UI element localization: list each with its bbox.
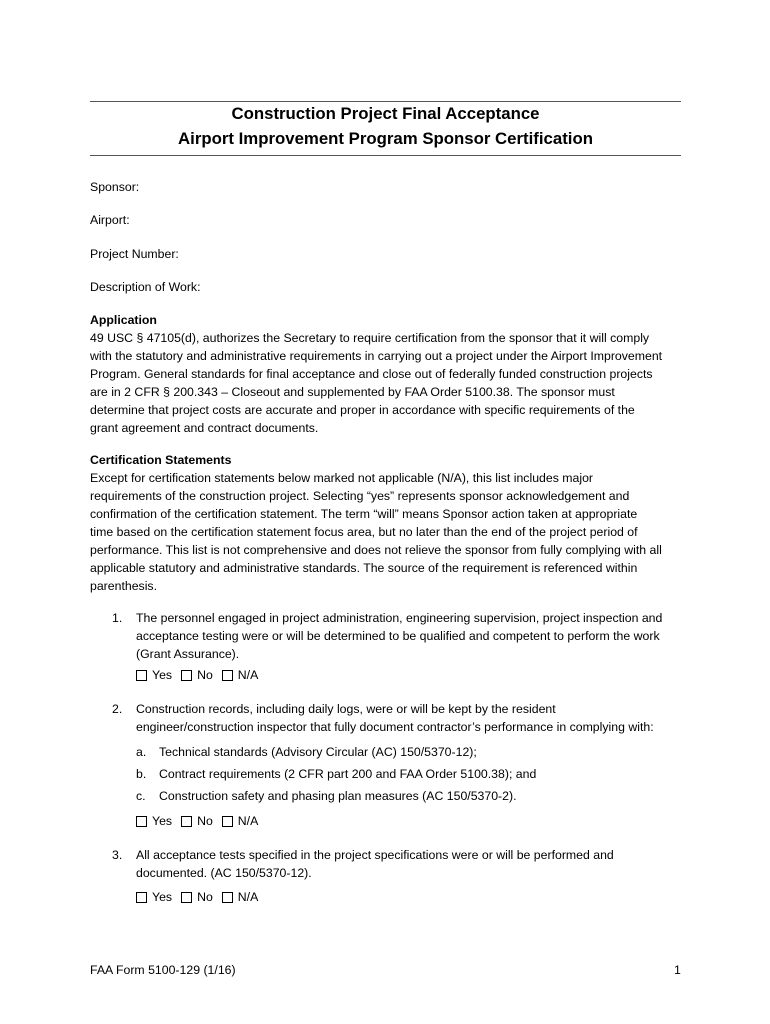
checkbox-icon[interactable] (136, 670, 147, 681)
item-1-text (136, 609, 688, 663)
certification-line: requirements of the construction project. Selecting “yes” represents sponsor acknowledgement and (90, 489, 630, 503)
item-2c-text: Construction safety and phasing plan measures (AC 150/5370-2). (159, 789, 517, 803)
certification-line: confirmation of the certification statement. The term “will” means Sponsor action taken at appropriate (90, 507, 638, 521)
item-line: (Grant Assurance). (136, 647, 240, 661)
certification-line: Except for certification statements below marked not applicable (N/A), this list includes major (90, 471, 594, 485)
item-2a-text: Technical standards (Advisory Circular (AC) 150/5370-12); (159, 745, 477, 759)
item-2-yes-option[interactable] (136, 812, 172, 830)
item-line: Construction records, including daily logs, were or will be kept by the resident (136, 702, 556, 716)
yes-label: Yes (152, 814, 173, 828)
no-label: No (197, 890, 213, 904)
item-1-yes-option[interactable] (136, 666, 172, 684)
item-2a-letter: a. (136, 745, 147, 759)
item-line: acceptance testing were or will be determined to be qualified and competent to perform the work (136, 629, 660, 643)
na-label: N/A (237, 814, 259, 828)
item-1-choices (136, 666, 267, 684)
checkbox-icon[interactable] (136, 892, 147, 903)
certification-line: parenthesis. (90, 579, 157, 593)
na-label: N/A (237, 890, 259, 904)
item-3-number: 3. (112, 848, 123, 862)
checkbox-icon[interactable] (222, 816, 233, 827)
item-2b-text: Contract requirements (2 CFR part 200 and FAA Order 5100.38); and (159, 767, 537, 781)
no-label: No (197, 814, 213, 828)
application-line: are in 2 CFR § 200.343 – Closeout and supplemented by FAA Order 5100.38. The sponsor must (90, 385, 615, 399)
item-2c-letter: c. (136, 789, 146, 803)
item-line: All acceptance tests specified in the project specifications were or will be performed and (136, 848, 614, 862)
checkbox-icon[interactable] (222, 670, 233, 681)
project-number-label: Project Number: (90, 247, 179, 261)
item-2-choices (136, 812, 267, 830)
item-3-yes-option[interactable] (136, 888, 172, 906)
application-line: Program. General standards for final acceptance and close out of federally funded construction projects (90, 367, 653, 381)
certification-heading: Certification Statements (90, 453, 232, 467)
checkbox-icon[interactable] (222, 892, 233, 903)
item-2-number: 2. (112, 702, 123, 716)
application-line: with the statutory and administrative requirements in carrying out a project under the Airport Improvement (90, 349, 663, 363)
airport-label: Airport: (90, 213, 130, 227)
checkbox-icon[interactable] (181, 892, 192, 903)
certification-paragraph (90, 469, 690, 595)
item-line: engineer/construction inspector that fully document contractor’s performance in complying with: (136, 720, 654, 734)
certification-line: performance. This list is not comprehensive and does not relieve the sponsor from fully complying with all (90, 543, 662, 557)
yes-label: Yes (152, 890, 173, 904)
item-1-no-option[interactable] (181, 666, 213, 684)
title-bottom-rule (90, 155, 681, 156)
certification-line: applicable statutory and administrative standards. The source of the requirement is referenced within (90, 561, 638, 575)
checkbox-icon[interactable] (181, 670, 192, 681)
item-3-text (136, 846, 688, 882)
item-2-no-option[interactable] (181, 812, 213, 830)
item-3-na-option[interactable] (222, 888, 259, 906)
yes-label: Yes (152, 668, 173, 682)
page-number: 1 (674, 963, 681, 977)
item-line: The personnel engaged in project administration, engineering supervision, project inspection and (136, 611, 663, 625)
application-line: grant agreement and contract documents. (90, 421, 319, 435)
application-paragraph (90, 329, 690, 437)
item-3-no-option[interactable] (181, 888, 213, 906)
document-title: Construction Project Final Acceptance (231, 104, 540, 123)
application-heading: Application (90, 313, 157, 327)
application-line: determine that project costs are accurate and proper in accordance with specific requirements of the (90, 403, 635, 417)
description-of-work-label: Description of Work: (90, 280, 201, 294)
checkbox-icon[interactable] (181, 816, 192, 827)
item-1-na-option[interactable] (222, 666, 259, 684)
item-1-number: 1. (112, 611, 123, 625)
item-2-na-option[interactable] (222, 812, 259, 830)
item-3-choices (136, 888, 267, 906)
checkbox-icon[interactable] (136, 816, 147, 827)
item-2-text (136, 700, 688, 736)
sponsor-label: Sponsor: (90, 180, 140, 194)
form-number: FAA Form 5100-129 (1/16) (90, 963, 236, 977)
na-label: N/A (237, 668, 259, 682)
certification-line: time based on the certification statement focus area, but no later than the end of the project period of (90, 525, 638, 539)
item-2b-letter: b. (136, 767, 147, 781)
no-label: No (197, 668, 213, 682)
item-line: documented. (AC 150/5370-12). (136, 866, 312, 880)
application-line: 49 USC § 47105(d), authorizes the Secretary to require certification from the sponsor that it will comply (90, 331, 650, 345)
document-subtitle: Airport Improvement Program Sponsor Certification (178, 129, 593, 148)
